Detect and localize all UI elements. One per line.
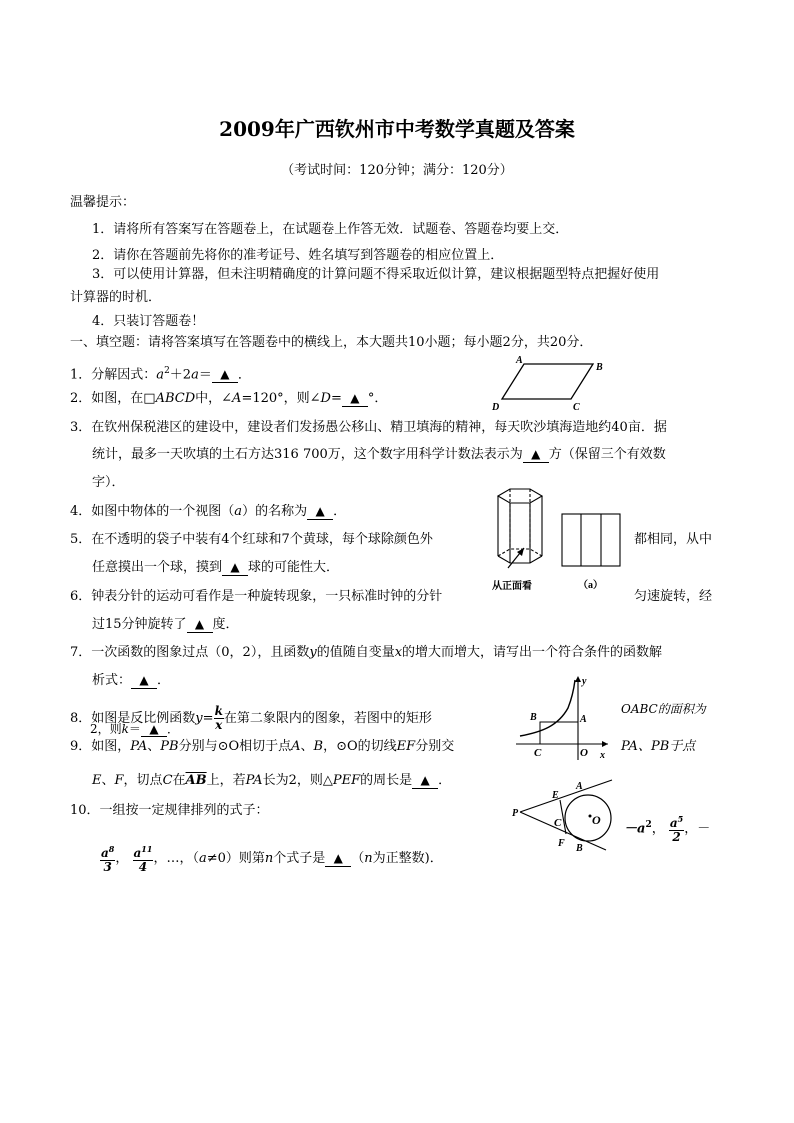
answer-blank: ▲ [523,447,549,463]
tip-3-cont: 计算器的时机． [70,290,162,305]
parallelogram-figure [488,354,618,416]
question-8-right: OABC的面积为 [621,702,706,716]
label-y: y [582,676,587,687]
label-A: A [580,714,587,725]
label-O: O [580,747,588,759]
question-8-line2: 2，则k＝ ▲ ． [90,722,179,736]
section-heading: 一、填空题：请将答案填写在答题卷中的横线上，本大题共10小题；每小题2分，共20分． [70,335,593,350]
tangent-pa [520,780,612,812]
answer-blank: ▲ [141,722,167,737]
label-A: A [576,781,583,792]
front-view-caption: 从正面看 [492,581,532,592]
exam-info: （考试时间：120分钟；满分：120分） [281,163,513,178]
question-3-line2: 统计，最多一天吹填的土石方达316 700万，这个数字用科学计数法表示为 ▲ 方（保留三个有效数 [92,447,666,462]
label-F: F [558,838,565,849]
question-9-line2: E、F，切点C在$\overline{AB}$上，若PA长为2，则△PEF的周长是 ▲ ． [92,773,452,788]
question-7-line1: 7．一次函数的图象过点（0，2），且函数y的值随自变量x的增大而增大，请写出一个符合条件的函数解 [70,645,663,660]
label-E: E [552,790,559,801]
view-a-rectangle [562,514,620,566]
question-8-line1: 8．如图是反比例函数y= $\frac{k}{x}$ 在第二象限内的图象，若图中的矩形 [70,704,432,732]
prism-figure [484,486,634,596]
label-O: O [592,813,601,827]
page-title: 2009年广西钦州市中考数学真题及答案 [219,117,575,141]
question-9-right: PA、PB于点 [621,739,696,754]
rectangle-oabc [540,722,578,744]
fraction-k-over-x: $\frac{k}{x}$ [214,704,223,732]
question-5-line1-end: 都相同，从中 [634,532,713,547]
label-B: B [576,843,583,854]
label-D: D [492,402,500,413]
question-3-line3: 字）． [92,475,125,490]
question-7-line2: 析式： ▲ ． [92,673,171,688]
answer-blank: ▲ [222,560,248,576]
answer-blank: ▲ [412,773,438,789]
view-a-caption: （a） [578,580,603,591]
tip-3: 3．可以使用计算器，但未注明精确度的计算问题不得采取近似计算，建议根据题型特点把握好使用 [92,267,660,282]
label-A: A [516,355,523,366]
label-C: C [554,817,562,829]
question-5-line1: 5．在不透明的袋子中装有4个红球和7个黄球，每个球除颜色外 [70,532,433,547]
question-4: 4．如图中物体的一个视图（a）的名称为 ▲ ． [70,504,347,519]
answer-blank: ▲ [307,504,333,520]
fraction-a11-over-4: $\frac{a^{11}}{4}$ [133,844,153,874]
question-6-line1: 6．钟表分针的运动可看作是一种旋转现象，一只标准时钟的分针 [70,589,443,604]
label-x: x [600,750,605,761]
answer-blank: ▲ [325,851,351,867]
answer-blank: ▲ [131,673,157,689]
question-10-right-terms: $-a^2$， $\frac{a^5}{2}$ ，－ [624,814,711,845]
label-P: P [512,808,519,819]
question-9-line1: 9．如图，PA、PB分别与⊙O相切于点A、B，⊙O的切线EF分别交 [70,739,455,754]
tip-1: 1．请将所有答案写在答题卷上，在试题卷上作答无效．试题卷、答题卷均要上交． [92,222,569,237]
label-B: B [596,362,603,373]
answer-blank: ▲ [342,391,368,407]
label-B: B [530,712,537,723]
question-10-line2: $\frac{a^8}{3}$ ， $\frac{a^{11}}{4}$ ，…，（a≠0）则第n个式子是 ▲ （n为正整数)． [101,844,443,874]
question-6-line2: 过15分钟旋转了 ▲ 度． [92,617,239,632]
label-C: C [534,747,542,759]
question-5-line2: 任意摸出一个球，摸到 ▲ 球的可能性大． [92,560,340,575]
question-2: 2．如图，在□ABCD中，∠A=120°，则∠D= ▲ °． [70,391,388,406]
answer-blank: ▲ [212,367,238,383]
tip-2: 2．请你在答题前先将你的准考证号、姓名填写到答题卷的相应位置上． [92,248,504,263]
tip-4: 4．只装订答题卷！ [92,314,205,329]
fraction-a8-over-3: $\frac{a^8}{3}$ [101,844,115,874]
tangent-circle-figure [508,776,618,854]
fraction-a5-over-2: $\frac{a^5}{2}$ [669,814,684,845]
question-3-line1: 3．在钦州保税港区的建设中，建设者们发扬愚公移山、精卫填海的精神，每天吹沙填海造地约40亩．据 [70,420,667,435]
question-10-line1: 10．一组按一定规律排列的式子： [70,803,269,818]
tips-heading: 温馨提示： [70,195,136,210]
circle-o [565,795,611,841]
hyperbola-curve [520,680,575,736]
question-6-line1-end: 匀速旋转，经 [634,589,713,604]
parallelogram-shape [502,364,593,399]
label-C: C [573,402,580,413]
question-1: 1．分解因式：$a^2+2a=$ ▲ ． [70,366,251,383]
hyperbola-figure [512,672,616,764]
answer-blank: ▲ [187,617,213,633]
